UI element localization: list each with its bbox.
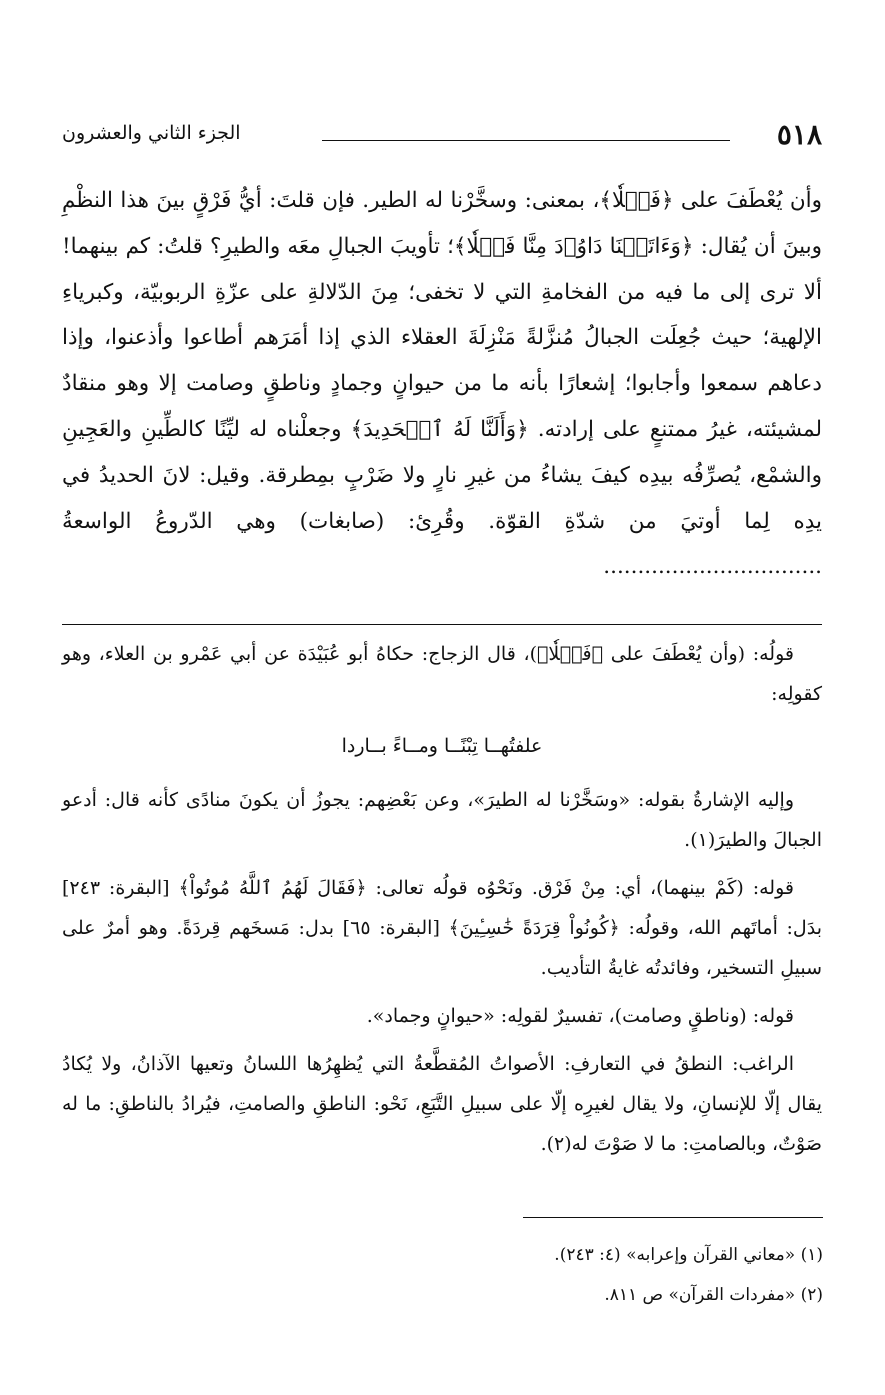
- commentary-paragraph-2: وإليه الإشارةُ بقوله: «وسَخَّرْنا له الطيرَ»، وعن بَعْضِهم: يجوزُ أن يكونَ منادًى كأنه قال: أدعو الجبالَ والطيرَ(١).: [62, 789, 822, 851]
- main-paragraph: [62, 178, 822, 590]
- footnote-2: (٢) «مفردات القرآن» ص ٨١١.: [604, 1285, 823, 1305]
- commentary-paragraph-3: قوله: (كَمْ بينهما)، أي: مِنْ فَرْق. ونَحْوُه قولُه تعالى: ﴿فَقَالَ لَهُمُ ٱللَّهُ مُوتُواْ﴾ [البقرة: ٢٤٣] بدَل: أماتَهم الله، وقولُه: ﴿كُونُواْ قِرَدَةً خَٰسِـِٔينَ﴾ [البقرة: ٦٥] بدل: مَسخَهم قِردَةً. وهو أمرٌ على سبيلِ التسخير، وفائدتُه غايةُ التأديب.: [62, 877, 822, 979]
- running-title: الجزء الثاني والعشرون: [62, 122, 241, 144]
- commentary-paragraph-4: قوله: (وناطقٍ وصامت)، تفسيرٌ لقولِه: «حيوانٍ وجماد».: [366, 1005, 794, 1027]
- commentary-paragraph-1: قولُه: (وأن يُعْطَفَ على ﴿فَضۡلٗا﴾)، قال الزجاج: حكاهُ أبو عُبَيْدَة عن أبي عَمْرو بن العلاء، وهو كقولِه:: [62, 643, 822, 705]
- footnotes: [63, 1235, 823, 1315]
- commentary-paragraph-5: الراغب: النطقُ في التعارفِ: الأصواتُ المُقطَّعةُ التي يُظهِرُها اللسانُ وتعيها الآذانُ، ولا يُكادُ يقال إلّا للإنسانِ، ولا يقال لغيرِه إلّا على سبيلِ التَّبَعِ، نَحْو: الناطقِ والصامتِ، فيُرادُ بالناطقِ: ما له صَوْتٌ، وبالصامتِ: ما لا صَوْتَ له(٢).: [62, 1053, 822, 1155]
- footnote-1: (١) «معاني القرآن وإعرابه» (٤: ٢٤٣).: [554, 1245, 823, 1265]
- main-text: [62, 178, 822, 590]
- main-paragraph-text: وأن يُعْطَفَ على ﴿فَضۡلٗا﴾، بمعنى: وسخَّرْنا له الطير. فإن قلتَ: أيُّ فَرْقٍ بينَ هذا النظْمِ وبينَ أن يُقال: ﴿وَءَاتَيۡنَا دَاوُۥدَ مِنَّا فَضۡلٗا﴾؛ تأويبَ الجبالِ معَه والطيرِ؟ قلتُ: كم بينهما! ألا ترى إلى ما فيه من الفخامةِ التي لا تخفى؛ مِنَ الدّلالةِ على عزّةِ الربوبيّة، وكبرياءِ الإلهية؛ حيث جُعِلَت الجبالُ مُنزَّلةً مَنْزِلَةَ العقلاء الذي إذا أمَرَهم أطاعوا وأذعنوا، وإذا دعاهم سمعوا وأجابوا؛ إشعارًا بأنه ما من حيوانٍ وجمادٍ وناطقٍ وصامت إلا وهو منقادٌ لمشيئته، غيرُ ممتنعٍ على إرادته. ﴿وَأَلَنَّا لَهُ ٱلۡحَدِيدَ﴾ وجعلْناه له ليِّنًا كالطِّينِ والعَجِينِ والشمْع، يُصرِّفُه بيدِه كيفَ يشاءُ من غيرِ نارٍ ولا ضَرْبٍ بمِطرقة. وقيل: لانَ الحديدُ في يدِه لِما أوتيَ من شدّةِ القوّة. وقُرِئ: (صابغات) وهي الدّروعُ الواسعةُ: [62, 188, 822, 534]
- continuation-dots: ................................: [603, 554, 822, 580]
- page-number: ٥١٨: [776, 118, 822, 151]
- text-commentary-divider: [62, 624, 822, 625]
- commentary: [62, 634, 822, 1164]
- page-header: [62, 118, 822, 158]
- header-rule: [322, 140, 730, 141]
- poetry-verse: علفتُهــا تِبْنًــا ومــاءً بــاردا: [341, 735, 543, 757]
- footnote-rule: [523, 1217, 823, 1218]
